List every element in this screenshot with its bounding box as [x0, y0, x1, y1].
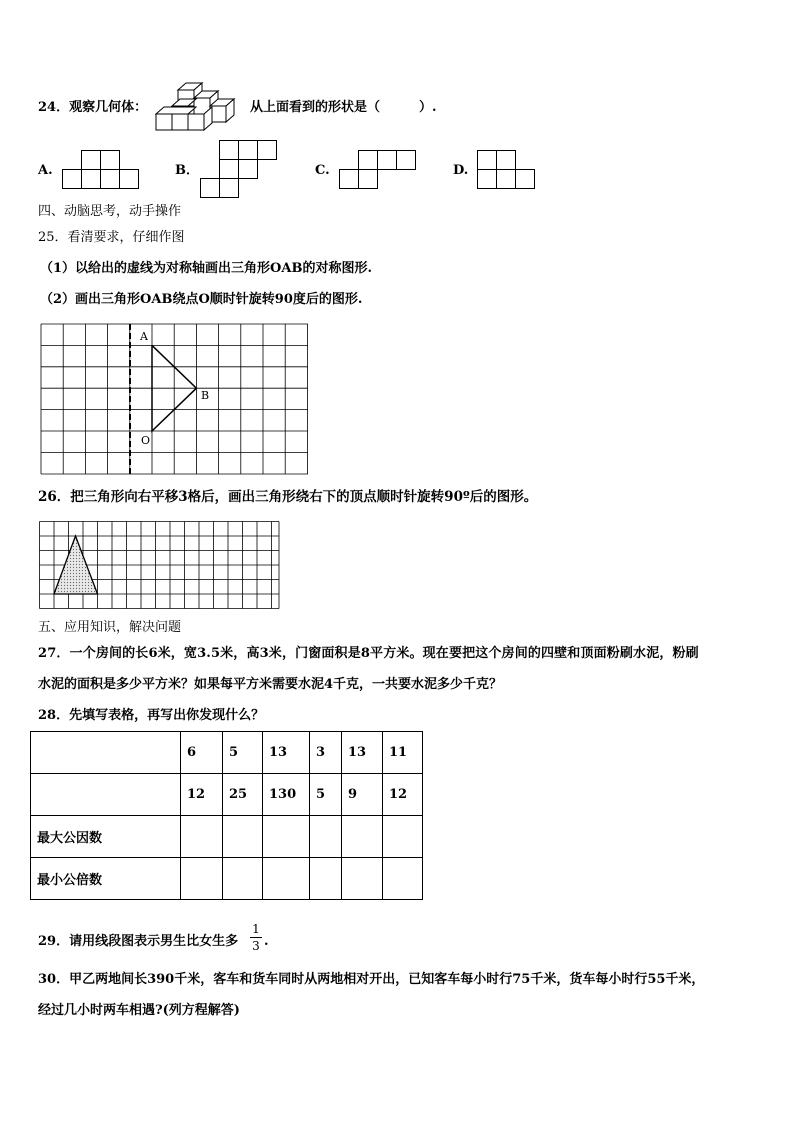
q28-label-gcd: 最大公因数 — [31, 816, 181, 858]
section-4-heading: 四、动脑思考，动手操作 — [38, 204, 182, 219]
q28-cell: 9 — [342, 774, 383, 816]
q29-numerator: 1 — [252, 922, 260, 936]
q29-fraction — [250, 922, 262, 953]
q25-title: 25．看清要求，仔细作图 — [38, 230, 185, 245]
q28-cell: 12 — [181, 774, 223, 816]
q28-table — [30, 731, 423, 900]
q25-label-o: O — [141, 434, 151, 447]
q28-answer-cell[interactable] — [181, 858, 223, 900]
q28-answer-cell[interactable] — [263, 816, 310, 858]
q25-label-b: B — [201, 389, 210, 402]
q24-option-c-label: C. — [315, 163, 330, 178]
q24-text-before: 24．观察几何体： — [38, 100, 148, 115]
q28-answer-cell[interactable] — [223, 858, 263, 900]
q26-grid — [39, 521, 281, 610]
q24-option-a-label: A. — [38, 163, 53, 178]
q28-row-lcm — [31, 858, 423, 900]
q28-title: 28．先填写表格，再写出你发现什么？ — [38, 708, 265, 723]
q29-text-after: . — [264, 934, 269, 949]
q29-text-before: 29．请用线段图表示男生比女生多 — [38, 934, 239, 949]
q28-cell: 130 — [263, 774, 310, 816]
q28-row-1 — [31, 732, 423, 774]
q25-grid — [40, 323, 312, 475]
q28-cell: 5 — [223, 732, 263, 774]
q24-option-a-figure — [62, 150, 140, 190]
q24-option-c-figure — [339, 150, 417, 190]
q28-answer-cell[interactable] — [383, 858, 423, 900]
q30-line2: 经过几小时两车相遇?(列方程解答) — [38, 1003, 240, 1018]
q28-row-2 — [31, 774, 423, 816]
q28-cell: 3 — [310, 732, 342, 774]
q28-row-gcd — [31, 816, 423, 858]
section-5-heading: 五、应用知识，解决问题 — [38, 620, 182, 635]
q24-solid-figure — [150, 80, 245, 135]
q28-answer-cell[interactable] — [310, 816, 342, 858]
q28-answer-cell[interactable] — [383, 816, 423, 858]
q25-part2: （2）画出三角形OAB绕点O顺时针旋转90度后的图形. — [40, 292, 363, 307]
q26-text: 26．把三角形向右平移3格后，画出三角形绕右下的顶点顺时针旋转90º后的图形。 — [38, 489, 538, 505]
q28-cell: 25 — [223, 774, 263, 816]
q28-answer-cell[interactable] — [342, 858, 383, 900]
q24-option-b-figure — [200, 140, 278, 198]
q24-text-after: 从上面看到的形状是（ ）. — [250, 100, 437, 115]
q24-option-d-figure — [477, 150, 536, 190]
q29-denominator: 3 — [252, 939, 260, 953]
q30-line1: 30．甲乙两地间长390千米，客车和货车同时从两地相对开出，已知客车每小时行75千米，货车每小时行55千米， — [38, 972, 705, 987]
q28-cell: 5 — [310, 774, 342, 816]
q28-answer-cell[interactable] — [263, 858, 310, 900]
q28-answer-cell[interactable] — [310, 858, 342, 900]
q24-option-d-label: D. — [453, 163, 469, 178]
q28-cell: 13 — [342, 732, 383, 774]
q28-cell: 13 — [263, 732, 310, 774]
q28-cell: 12 — [383, 774, 423, 816]
q28-cell: 11 — [383, 732, 423, 774]
q27-line1: 27．一个房间的长6米，宽3.5米，高3米，门窗面积是8平方米。现在要把这个房间的四壁和顶面粉刷水泥，粉刷 — [38, 646, 699, 661]
q24-option-b-label: B． — [175, 163, 199, 178]
q28-answer-cell[interactable] — [181, 816, 223, 858]
q28-answer-cell[interactable] — [342, 816, 383, 858]
q25-part1: （1）以给出的虚线为对称轴画出三角形OAB的对称图形. — [40, 261, 372, 276]
q28-cell: 6 — [181, 732, 223, 774]
q27-line2: 水泥的面积是多少平方米？如果每平方米需要水泥4千克，一共要水泥多少千克？ — [38, 677, 503, 692]
q28-answer-cell[interactable] — [223, 816, 263, 858]
q28-label-lcm: 最小公倍数 — [31, 858, 181, 900]
q25-label-a: A — [140, 330, 148, 343]
